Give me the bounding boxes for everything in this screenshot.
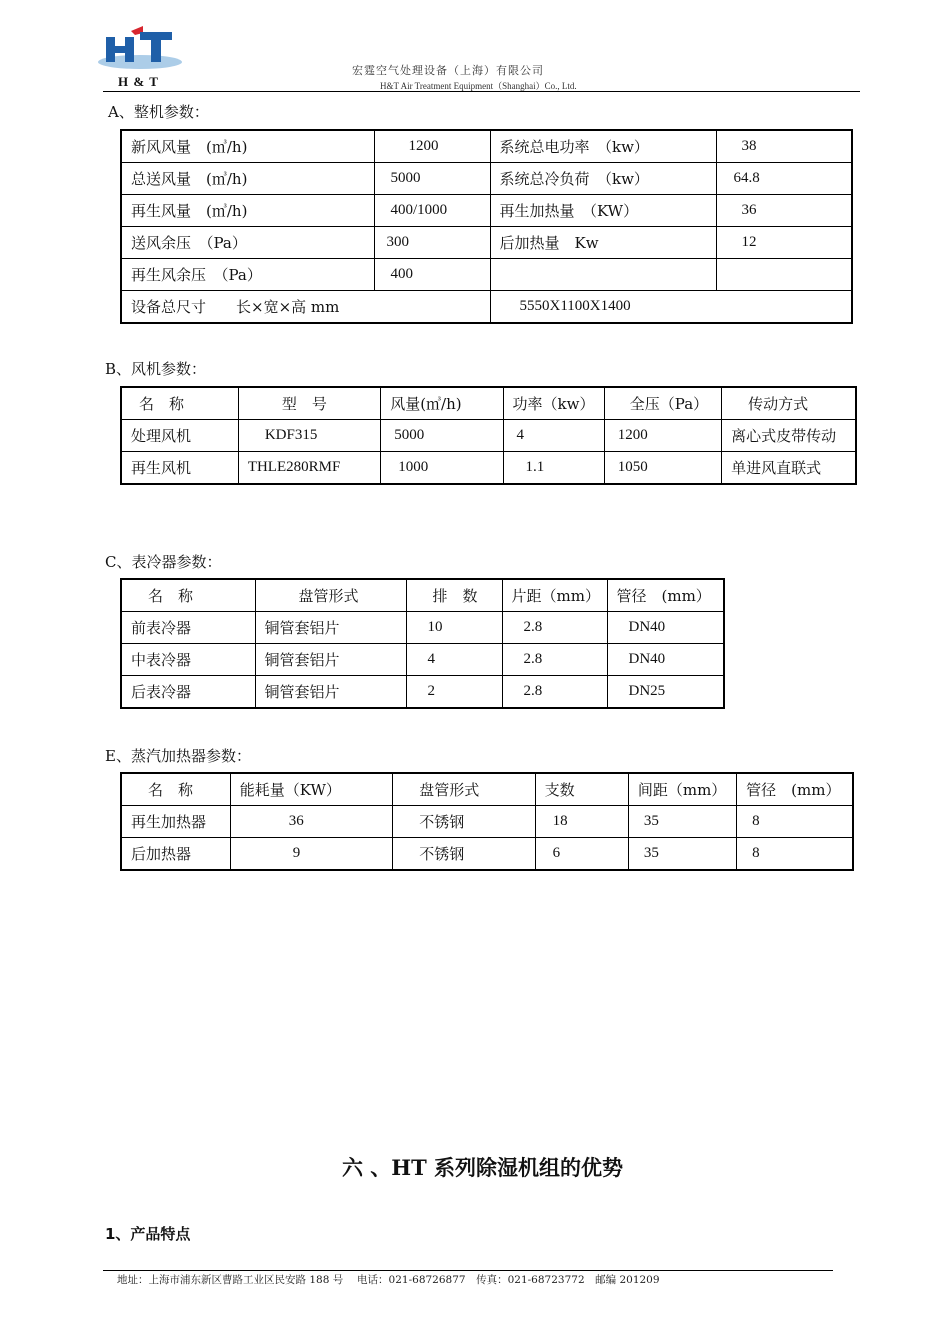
column-header: 管径 (mm） xyxy=(607,579,724,612)
table-row xyxy=(121,291,852,324)
column-header: 盘管形式 xyxy=(393,773,535,806)
table-cell: 再生加热器 xyxy=(121,806,230,838)
cooler-params-table xyxy=(120,578,725,709)
table-cell: 2 xyxy=(406,676,502,709)
param-label: 再生风余压 （Pa） xyxy=(121,259,374,291)
company-name-en: H&T Air Treatment Equipment（Shanghai）Co., Ltd. xyxy=(380,81,577,91)
column-header: 间距（mm） xyxy=(628,773,736,806)
table-cell: 9 xyxy=(230,838,392,871)
table-cell: 单进风直联式 xyxy=(722,452,856,485)
table-cell: 不锈钢 xyxy=(393,838,535,871)
section-e-title: E、蒸汽加热器参数： xyxy=(105,747,251,765)
section-b-title: B、风机参数： xyxy=(105,360,207,378)
param-value: 64.8 xyxy=(716,163,852,195)
table-row xyxy=(121,838,853,871)
param-label: 后加热量 Kw xyxy=(490,227,716,259)
table-row xyxy=(121,452,856,485)
table-cell: 18 xyxy=(535,806,628,838)
table-cell: 1200 xyxy=(604,420,721,452)
table-cell: 5000 xyxy=(381,420,503,452)
table-row xyxy=(121,195,852,227)
param-label xyxy=(490,259,716,291)
table-cell: KDF315 xyxy=(238,420,380,452)
param-label: 再生加热量 （KW） xyxy=(490,195,716,227)
section-six-heading: 六 、HT 系列除湿机组的优势 xyxy=(341,1155,624,1180)
param-value xyxy=(716,259,852,291)
param-label: 新风风量 (㎥/h) xyxy=(121,130,374,163)
table-cell: 不锈钢 xyxy=(393,806,535,838)
table-cell: DN25 xyxy=(607,676,724,709)
column-header: 盘管形式 xyxy=(255,579,406,612)
table-cell: 离心式皮带传动 xyxy=(722,420,856,452)
table-cell: DN40 xyxy=(607,612,724,644)
table-row xyxy=(121,612,724,644)
param-value: 38 xyxy=(716,130,852,163)
param-value: 300 xyxy=(374,227,490,259)
table-cell: 中表冷器 xyxy=(121,644,255,676)
section-c-title: C、表冷器参数： xyxy=(105,553,222,571)
table-cell: 铜管套铝片 xyxy=(255,644,406,676)
logo-text: H & T xyxy=(118,74,159,89)
table-cell: 8 xyxy=(737,838,853,871)
table-cell: 后加热器 xyxy=(121,838,230,871)
param-value: 1200 xyxy=(374,130,490,163)
table-cell: 铜管套铝片 xyxy=(255,612,406,644)
table-cell: 4 xyxy=(406,644,502,676)
table-cell: 2.8 xyxy=(502,612,607,644)
company-logo xyxy=(97,22,183,72)
column-header: 排 数 xyxy=(406,579,502,612)
param-value: 36 xyxy=(716,195,852,227)
table-cell: 再生风机 xyxy=(121,452,238,485)
size-value: 5550X1100X1400 xyxy=(490,291,852,324)
column-header: 风量(㎥/h) xyxy=(381,387,503,420)
table-cell: 前表冷器 xyxy=(121,612,255,644)
table-header-row xyxy=(121,579,724,612)
table-row xyxy=(121,163,852,195)
table-cell: 后表冷器 xyxy=(121,676,255,709)
table-row xyxy=(121,420,856,452)
table-cell: 10 xyxy=(406,612,502,644)
table-cell: THLE280RMF xyxy=(238,452,380,485)
column-header: 名 称 xyxy=(121,387,238,420)
table-cell: 2.8 xyxy=(502,676,607,709)
table-row xyxy=(121,227,852,259)
table-cell: 4 xyxy=(503,420,604,452)
machine-params-table xyxy=(120,129,853,324)
table-header-row xyxy=(121,773,853,806)
column-header: 功率（kw） xyxy=(503,387,604,420)
header-divider xyxy=(103,91,860,92)
column-header: 能耗量（KW） xyxy=(230,773,392,806)
size-label: 设备总尺寸 长×宽×高 mm xyxy=(121,291,490,324)
table-header-row xyxy=(121,387,856,420)
table-row xyxy=(121,806,853,838)
column-header: 名 称 xyxy=(121,773,230,806)
param-label: 系统总冷负荷 （kw） xyxy=(490,163,716,195)
section-a-title: A、整机参数： xyxy=(108,103,209,121)
param-value: 400 xyxy=(374,259,490,291)
column-header: 支数 xyxy=(535,773,628,806)
footer-divider xyxy=(103,1270,833,1271)
table-cell: 2.8 xyxy=(502,644,607,676)
company-name-cn: 宏霆空气处理设备（上海）有限公司 xyxy=(352,64,544,77)
fan-params-table xyxy=(120,386,857,485)
param-label: 系统总电功率 （kw） xyxy=(490,130,716,163)
param-value: 5000 xyxy=(374,163,490,195)
table-row xyxy=(121,259,852,291)
table-cell: 36 xyxy=(230,806,392,838)
table-cell: 处理风机 xyxy=(121,420,238,452)
param-value: 400/1000 xyxy=(374,195,490,227)
table-cell: 铜管套铝片 xyxy=(255,676,406,709)
table-cell: 6 xyxy=(535,838,628,871)
steam-heater-params-table xyxy=(120,772,854,871)
table-cell: DN40 xyxy=(607,644,724,676)
column-header: 片距（mm） xyxy=(502,579,607,612)
column-header: 名 称 xyxy=(121,579,255,612)
table-row xyxy=(121,676,724,709)
table-cell: 8 xyxy=(737,806,853,838)
feature-subheading: 1、产品特点 xyxy=(105,1225,191,1243)
table-row xyxy=(121,130,852,163)
column-header: 管径 (mm） xyxy=(737,773,853,806)
param-label: 总送风量 (㎥/h) xyxy=(121,163,374,195)
column-header: 全压（Pa） xyxy=(604,387,721,420)
column-header: 传动方式 xyxy=(722,387,856,420)
param-value: 12 xyxy=(716,227,852,259)
column-header: 型 号 xyxy=(238,387,380,420)
footer-contact: 地址：上海市浦东新区曹路工业区民安路 188 号 电话：021-68726877 传真：021-68723772 邮编 201209 xyxy=(117,1274,660,1286)
table-row xyxy=(121,644,724,676)
param-label: 再生风量 (㎥/h) xyxy=(121,195,374,227)
table-cell: 1050 xyxy=(604,452,721,485)
param-label: 送风余压 （Pa） xyxy=(121,227,374,259)
table-cell: 35 xyxy=(628,838,736,871)
table-cell: 1.1 xyxy=(503,452,604,485)
table-cell: 35 xyxy=(628,806,736,838)
table-cell: 1000 xyxy=(381,452,503,485)
